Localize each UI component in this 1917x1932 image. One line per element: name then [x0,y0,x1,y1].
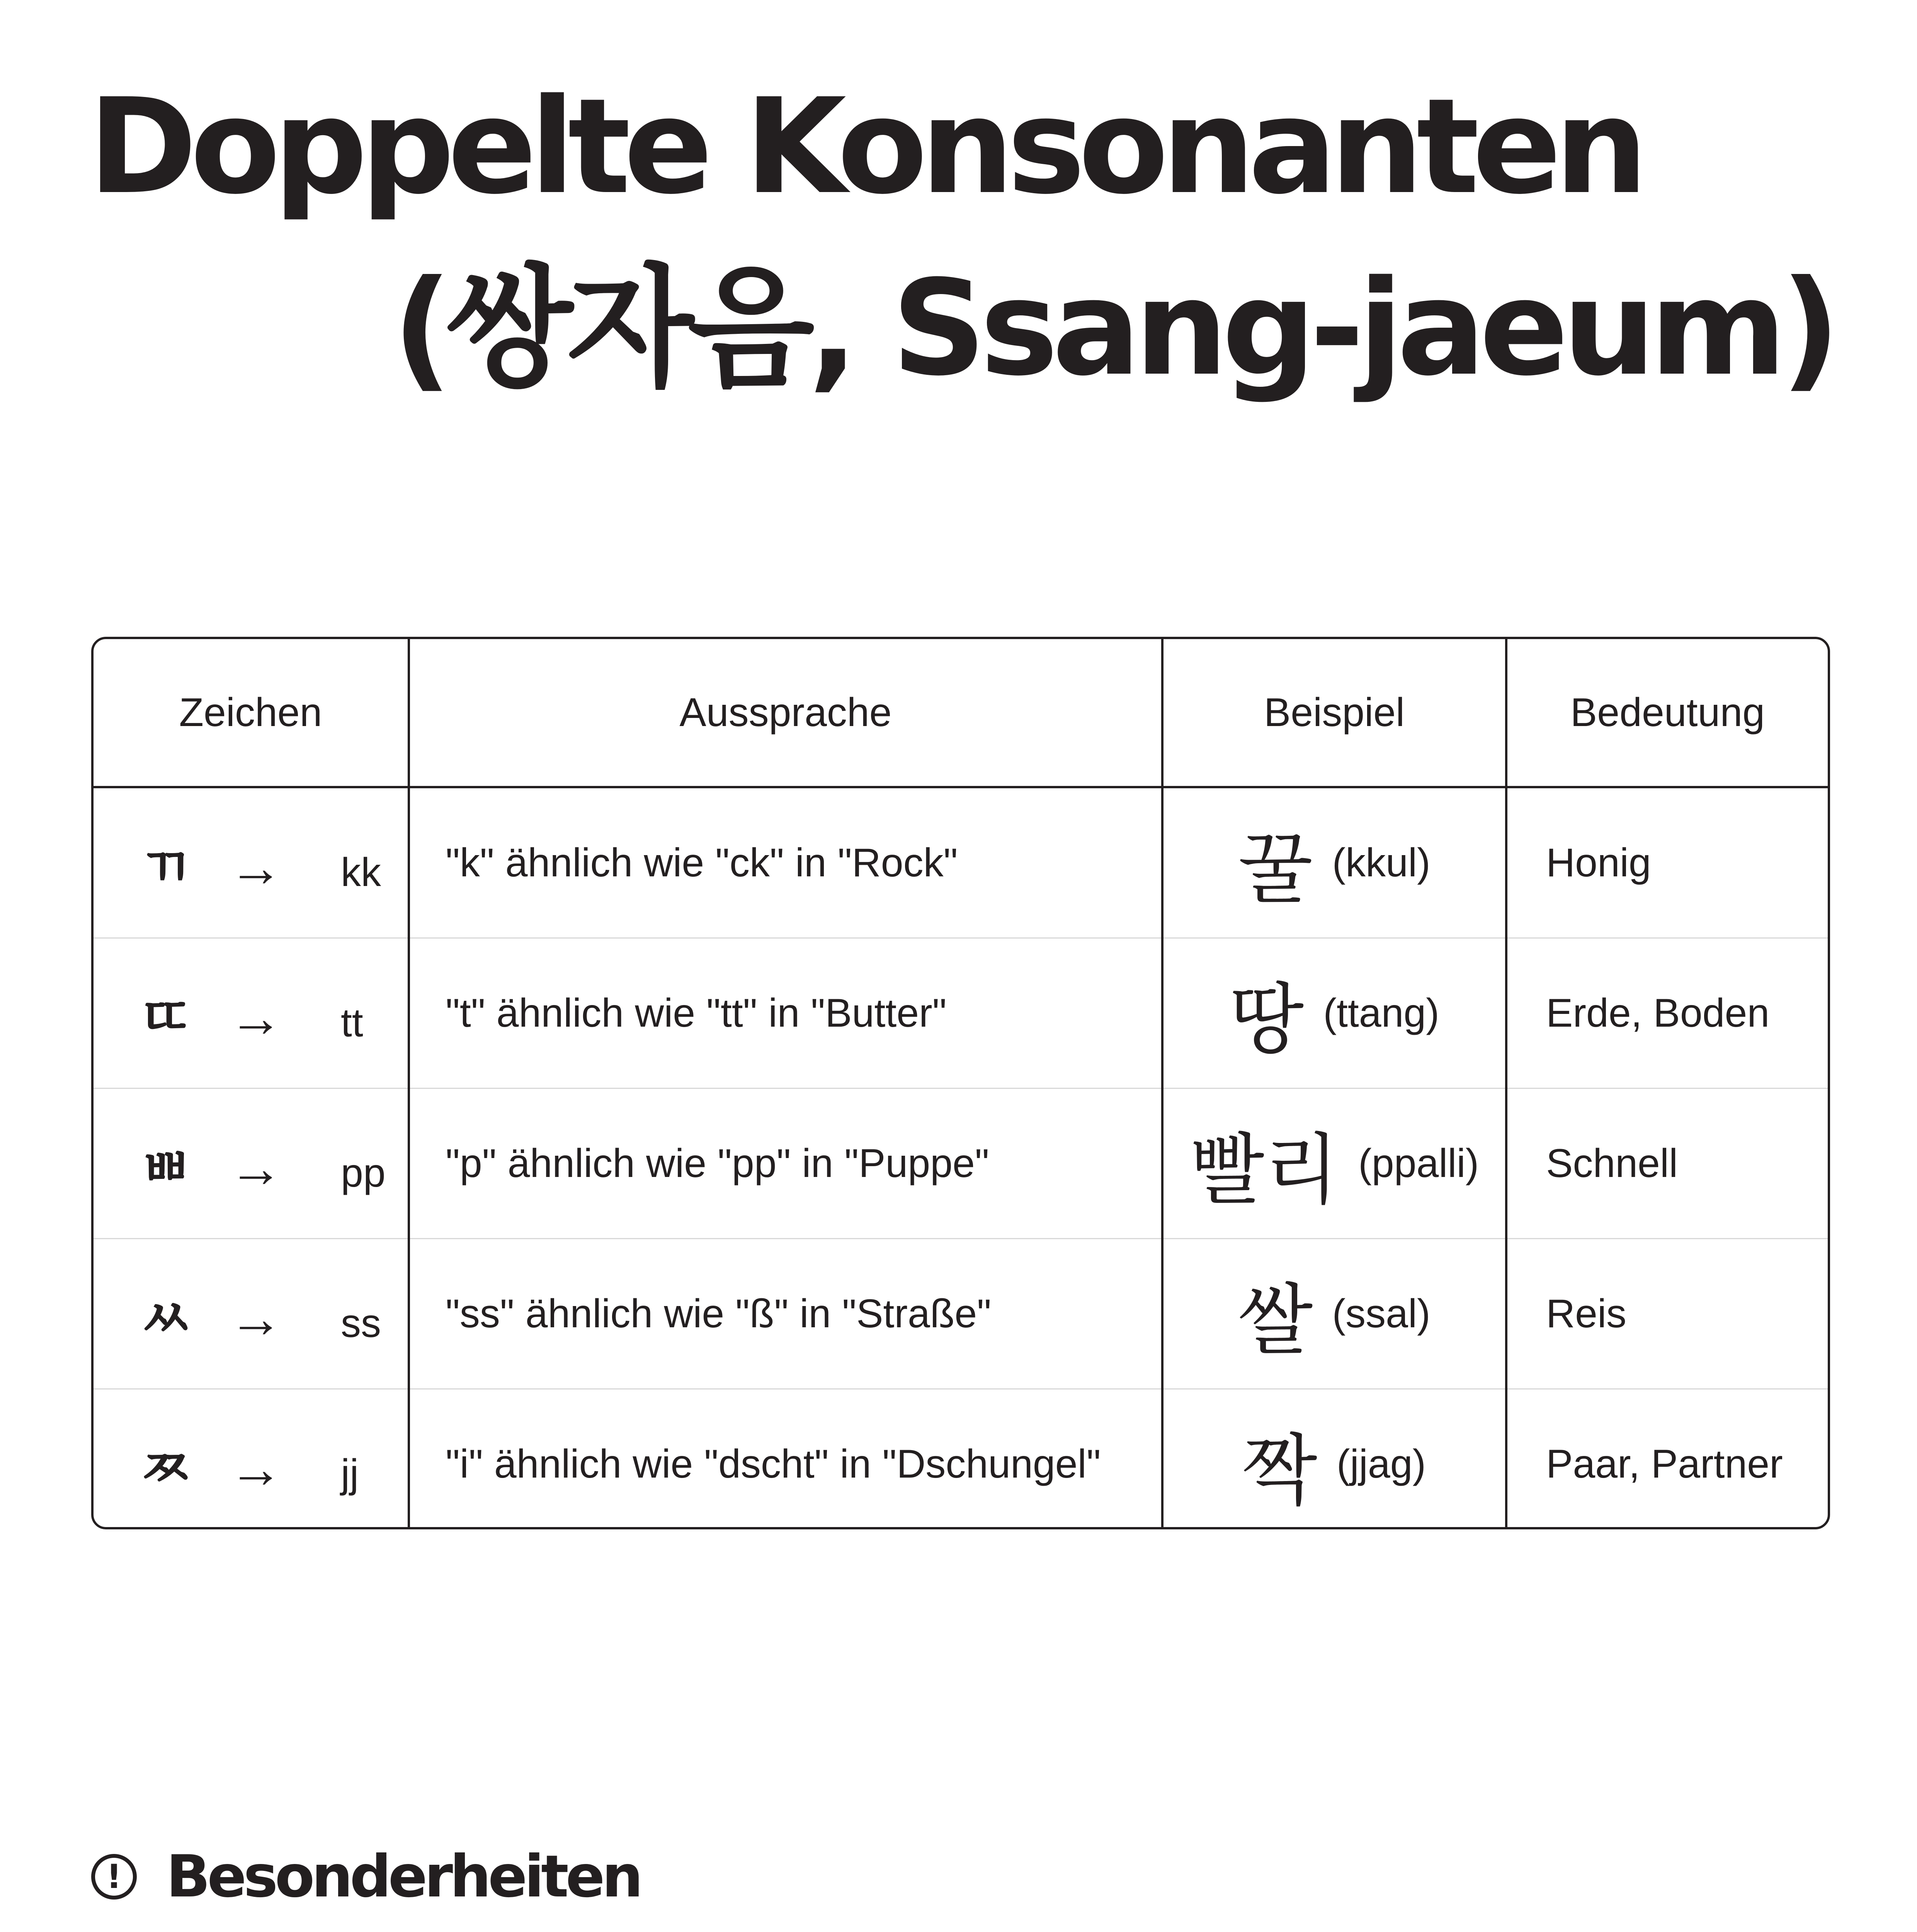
romanization: tt [341,1000,363,1045]
meaning-cell: Paar, Partner [1546,1441,1783,1486]
example-cell [1162,787,1506,938]
jamo: ㅆ [140,1287,192,1350]
romanization: kk [341,850,381,895]
romanization: pp [341,1150,386,1196]
arrow-right-icon: → [229,987,283,1048]
page-subtitle: (쌍자음, Ssang-jaeum) [392,252,1834,405]
romanization: jj [341,1451,359,1496]
example-cell [1162,1088,1506,1239]
pronunciation-cell: "ss" ähnlich wie "ß" in "Straße" [409,1239,1162,1389]
notes-heading [91,1843,640,1910]
arrow-right-icon: → [229,837,283,898]
table-header-row [94,639,1828,787]
meaning-cell: Erde, Boden [1506,938,1828,1088]
example-hangul: 꿀 [1238,824,1313,915]
example-cell [1162,1389,1506,1530]
table-row [94,787,1828,938]
example-cell [1162,1239,1506,1389]
table-row [94,1088,1828,1239]
header-bedeutung: Bedeutung [1506,639,1828,787]
header-beispiel: Beispiel [1162,639,1506,787]
meaning-cell: Honig [1506,787,1828,938]
example-cell [1162,938,1506,1088]
example-romanization: (ssal) [1332,1291,1431,1336]
jamo: ㅉ [140,1437,192,1500]
table-row [94,938,1828,1088]
example-hangul: 빨리 [1189,1125,1339,1215]
arrow-right-icon: → [229,1137,283,1198]
jamo: ㄲ [140,836,192,899]
sign-cell [94,1239,409,1389]
header-zeichen: Zeichen [94,639,409,787]
pronunciation-cell: "i" ähnlich wie "dscht" in "Dschungel" [409,1389,1162,1530]
example-hangul: 쌀 [1238,1275,1313,1366]
sign-cell [94,938,409,1088]
pronunciation-cell: "k" ähnlich wie "ck" in "Rock" [409,787,1162,938]
example-hangul: 땅 [1229,975,1304,1065]
table-row [94,1239,1828,1389]
exclamation-circle-icon: ! [91,1854,137,1900]
meaning-cell: Schnell [1506,1088,1828,1239]
example-romanization: (ppalli) [1358,1141,1479,1186]
sign-cell [94,787,409,938]
table-row [94,1389,1828,1530]
sign-cell [94,1389,409,1530]
romanization: ss [341,1301,381,1346]
pronunciation-cell: "t" ähnlich wie "tt" in "Butter" [409,938,1162,1088]
pronunciation-cell: "p" ähnlich wie "pp" in "Puppe" [409,1088,1162,1239]
header-aussprache: Aussprache [409,639,1162,787]
sign-cell [94,1088,409,1239]
meaning-cell: Reis [1506,1239,1828,1389]
example-romanization: (jjag) [1337,1441,1426,1486]
jamo: ㄸ [140,986,192,1049]
jamo: ㅃ [140,1136,192,1200]
notes-title: Besonderheiten [166,1843,640,1910]
example-romanization: (ttang) [1323,990,1439,1036]
example-romanization: (kkul) [1332,840,1431,885]
arrow-right-icon: → [229,1287,283,1349]
example-hangul: 짝 [1242,1425,1318,1516]
arrow-right-icon: → [229,1438,283,1499]
page-title: Doppelte Konsonanten [88,70,1641,223]
consonant-table [91,637,1830,1529]
